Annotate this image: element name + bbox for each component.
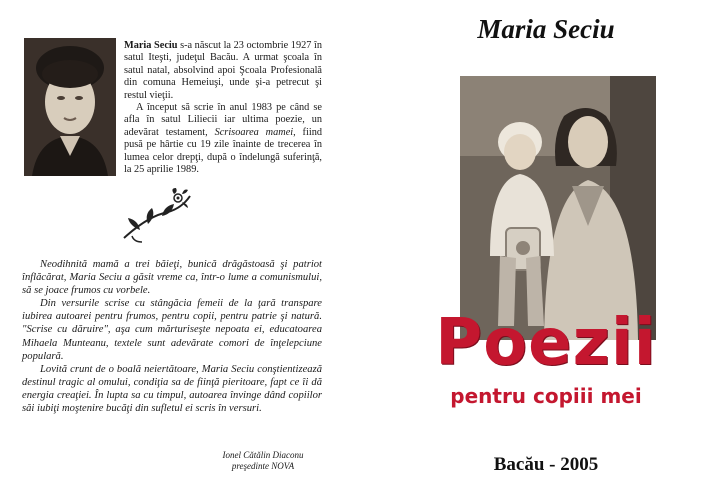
- author-biography: [124, 40, 322, 176]
- portrait-illustration: [24, 38, 116, 176]
- front-cover: [364, 0, 728, 497]
- book-title: Poezii: [435, 306, 657, 380]
- floral-ornament-icon: [118, 186, 196, 246]
- cover-photo-illustration: [460, 76, 656, 340]
- bio-paragraph-2-end: , fiind pusă pe hârtie cu 19 zile înainte de trecerea în lumea celor drepţi, după o îndelungă suferinţă, la 25 aprilie 1989.: [124, 126, 322, 176]
- signature-role: preşedinte NOVA: [231, 461, 295, 471]
- blurb-paragraph: Lovită crunt de o boală neiertătoare, Maria Seciu conştientizează destinul tragic al omului, condiţia sa de fiinţă pieritoare, fapt ce îi dă energia creaţiei. În lupta sa cu timpul, autoarea învinge dând copiilor săi iubiţi moştenire bucăţi din sufletul ei scris în versuri.: [22, 363, 322, 415]
- blurb-signature: [198, 450, 328, 472]
- author-portrait-photo: [24, 38, 116, 176]
- bio-paragraph-1: [124, 40, 322, 102]
- book-subtitle: pentru copiii mei: [450, 384, 642, 408]
- signature-name: Ionel Cătălin Diaconu: [222, 450, 304, 460]
- bio-paragraph-2-start: A început să scrie în anul 1983 pe când se afla în satul Liliecii iar ultima poezie, un adevărat testament,: [124, 102, 322, 138]
- back-cover-blurb: [22, 258, 322, 415]
- bio-author-name: Maria Seciu: [124, 40, 178, 51]
- cover-photo: [460, 76, 656, 340]
- cover-author-name: Maria Seciu: [477, 14, 615, 44]
- blurb-paragraph: Din versurile scrise cu stângăcia femeii de la ţară transpare iubirea autoarei pentru frumos, pentru copii, pentru patrie şi natură. "Scrise cu dăruire", aşa cum mărturiseşte nepoata ei, educatoarea Mihaela Munteanu, textele sunt adevărate comori de înţelepciune populară.: [22, 298, 322, 362]
- bio-poem-title: Scrisoarea mamei: [214, 126, 294, 138]
- bio-paragraph-1-text: s-a născut la 23 octombrie 1927 în satul Iteşti, judeţul Bacău. A urmat şcoala în satul natal, absolvind apoi Şcoala Profesională din comuna Hemeiuşi, unde şi-a petrecut şi restul vieţii.: [124, 40, 322, 101]
- bio-paragraph-2: [124, 102, 322, 176]
- publication-place-year: Bacău - 2005: [493, 454, 599, 475]
- blurb-paragraph: Neodihnită mamă a trei băieţi, bunică drăgăstoasă şi patriot înflăcărat, Maria Seciu a găsit vreme ca, într-o lume a comunismului, să se joace frumos cu vorbele.: [22, 259, 322, 297]
